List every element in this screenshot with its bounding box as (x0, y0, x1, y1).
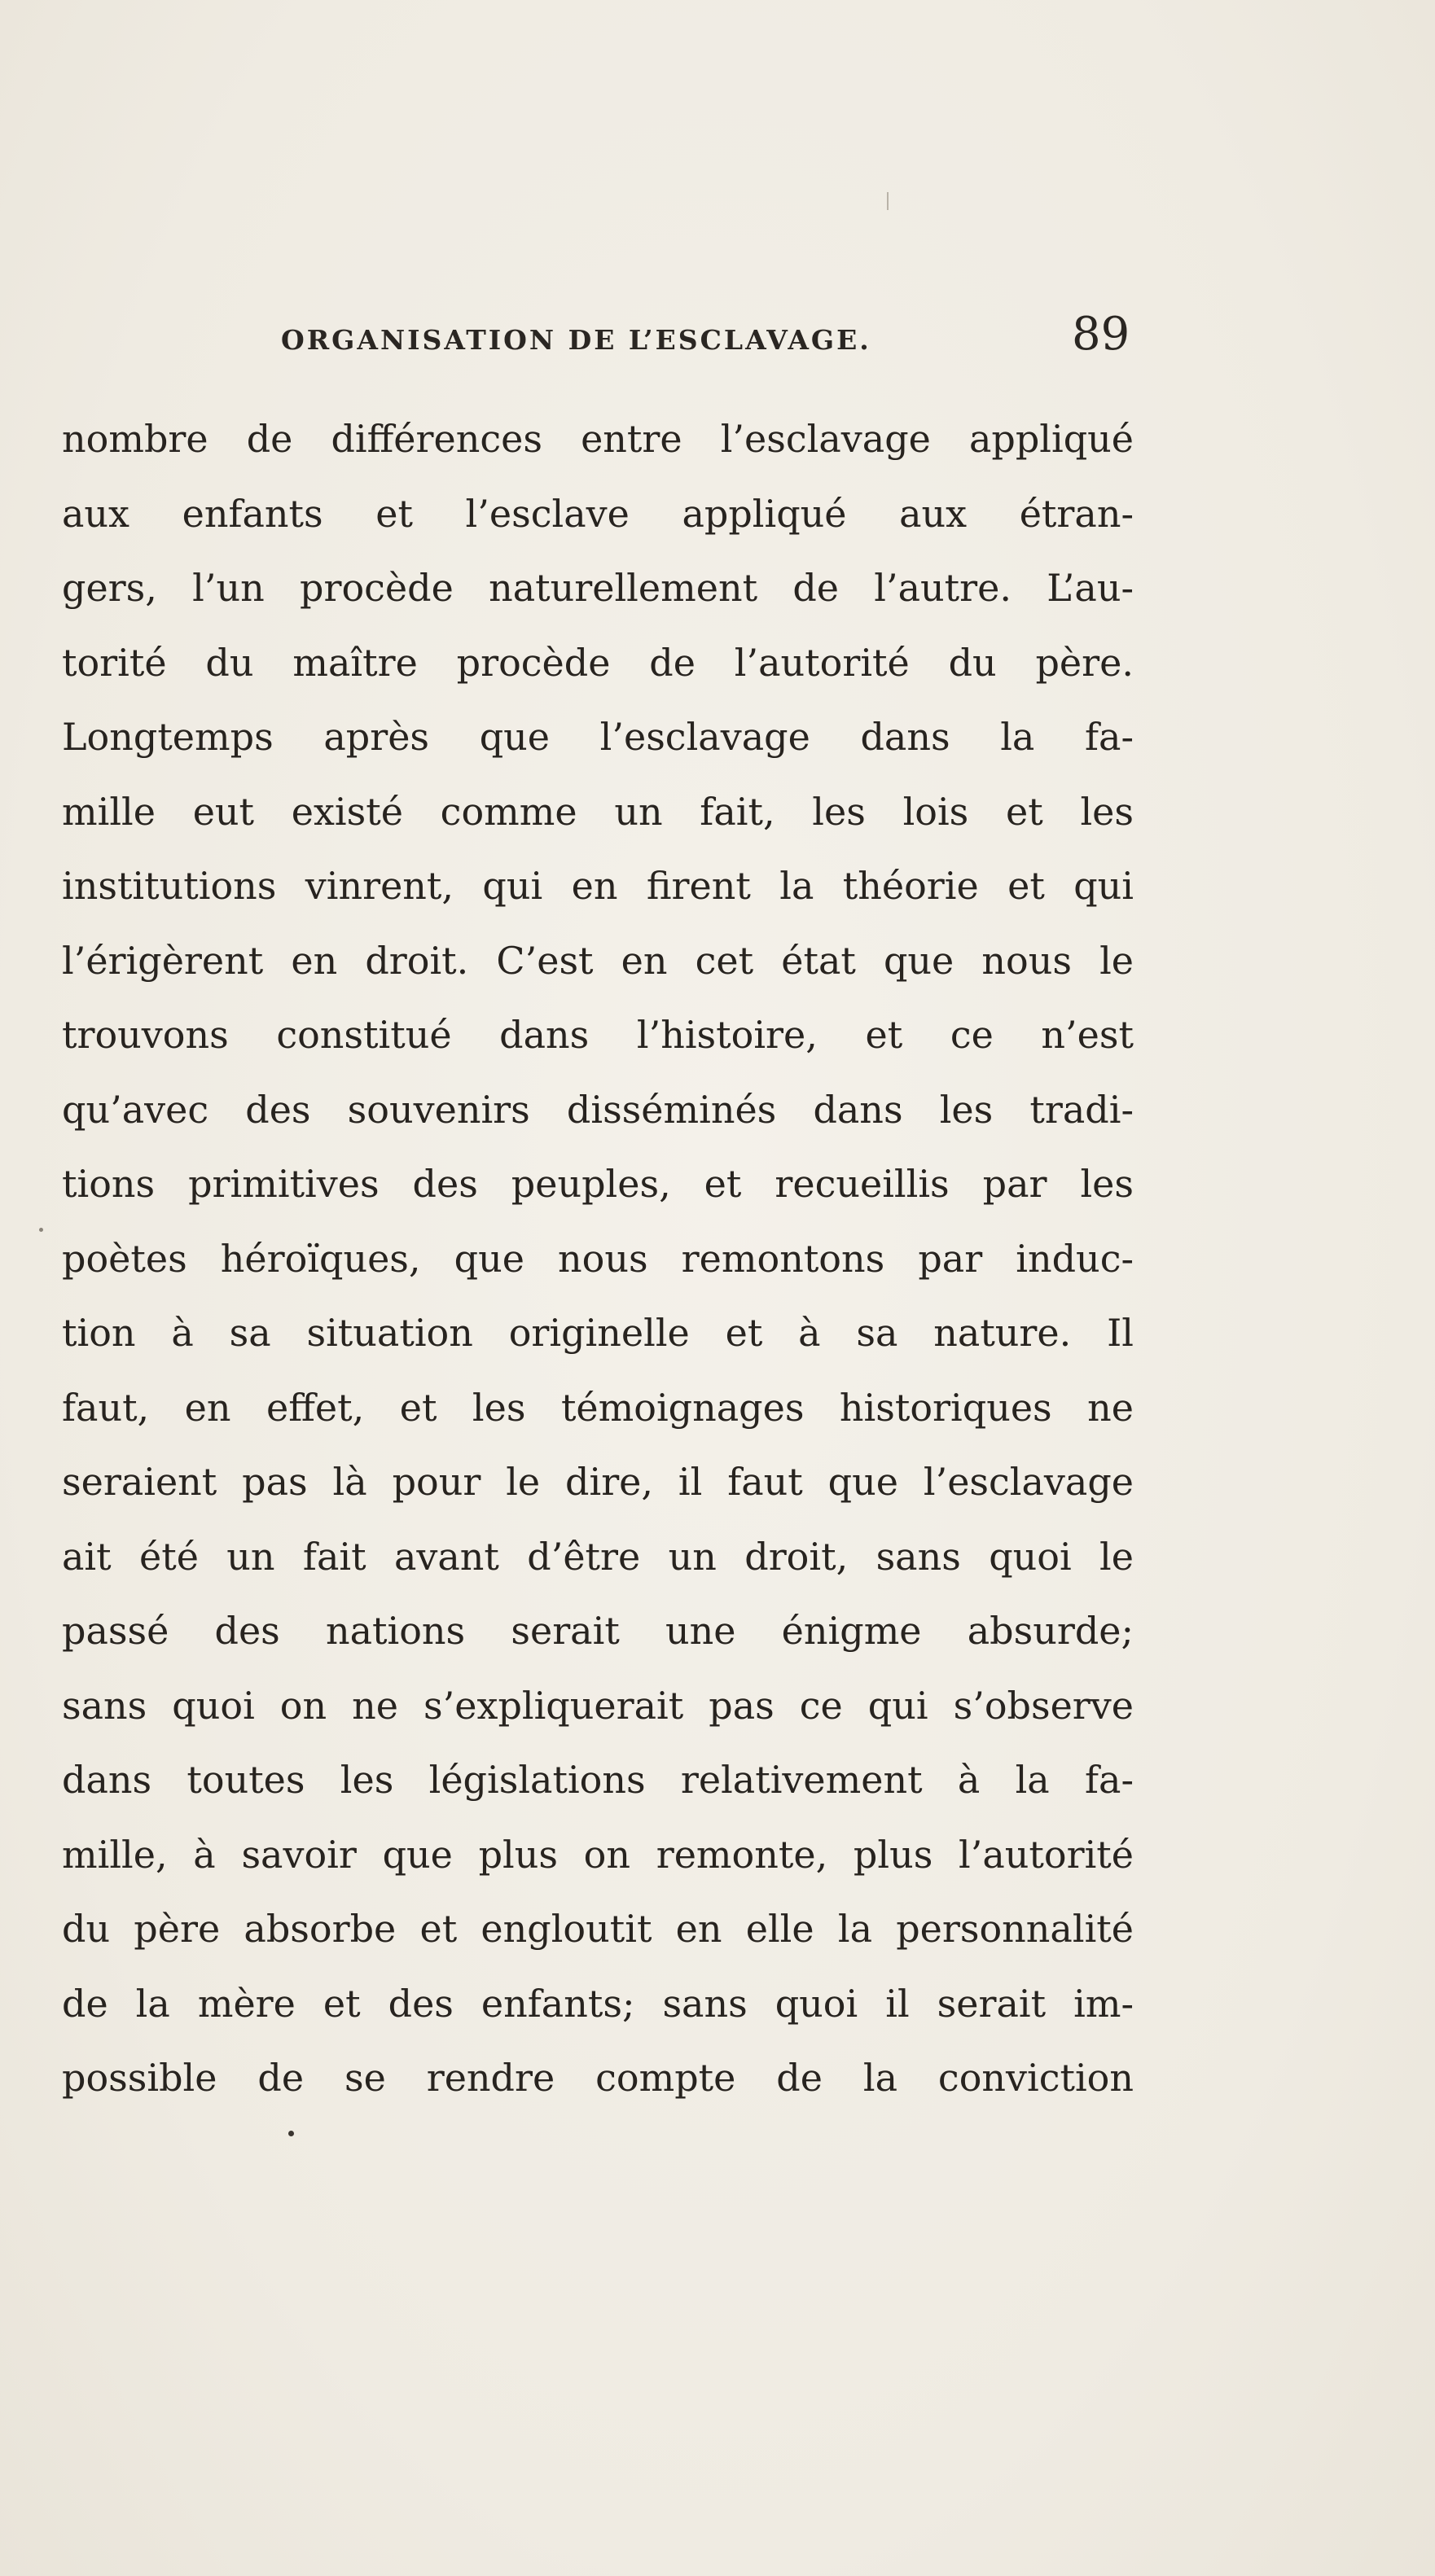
text-line: sans quoi on ne s’expliquerait pas ce qui s’observe (62, 1683, 1134, 1728)
text-line: ait été un fait avant d’être un droit, sans quoi le (62, 1534, 1134, 1579)
paper-spot (39, 1228, 43, 1232)
text-line: passé des nations serait une énigme absurde; (62, 1609, 1134, 1653)
running-head: ORGANISATION DE L’ESCLAVAGE. (281, 324, 871, 356)
text-line: seraient pas là pour le dire, il faut que l’esclavage (62, 1460, 1134, 1504)
text-line: institutions vinrent, qui en firent la théorie et qui (62, 864, 1134, 908)
text-line: tion à sa situation originelle et à sa nature. Il (62, 1311, 1134, 1355)
body-text (62, 402, 1134, 2116)
text-line: aux enfants et l’esclave appliqué aux étran- (62, 491, 1134, 536)
text-line: mille eut existé comme un fait, les lois et les (62, 789, 1134, 834)
text-line: tions primitives des peuples, et recueillis par les (62, 1162, 1134, 1206)
text-line: poètes héroïques, que nous remontons par induc- (62, 1236, 1134, 1281)
text-line: dans toutes les législations relativement à la fa- (62, 1758, 1134, 1802)
text-line: possible de se rendre compte de la conviction (62, 2056, 1134, 2100)
text-line: nombre de différences entre l’esclavage appliqué (62, 417, 1134, 461)
paper-mark (887, 192, 889, 210)
ink-dot (288, 2131, 294, 2136)
text-line: Longtemps après que l’esclavage dans la fa- (62, 715, 1134, 759)
text-line: torité du maître procède de l’autorité du père. (62, 640, 1134, 685)
text-line: trouvons constitué dans l’histoire, et ce n’est (62, 1013, 1134, 1057)
text-line: gers, l’un procède naturellement de l’autre. L’au- (62, 566, 1134, 610)
text-line: de la mère et des enfants; sans quoi il serait im- (62, 1981, 1134, 2026)
page-number: 89 (1072, 308, 1130, 361)
text-line: mille, à savoir que plus on remonte, plus l’autorité (62, 1832, 1134, 1877)
text-line: l’érigèrent en droit. C’est en cet état que nous le (62, 938, 1134, 983)
text-line: faut, en effet, et les témoignages historiques ne (62, 1385, 1134, 1430)
text-line: du père absorbe et engloutit en elle la personnalité (62, 1907, 1134, 1951)
text-line: qu’avec des souvenirs disséminés dans les tradi- (62, 1087, 1134, 1132)
